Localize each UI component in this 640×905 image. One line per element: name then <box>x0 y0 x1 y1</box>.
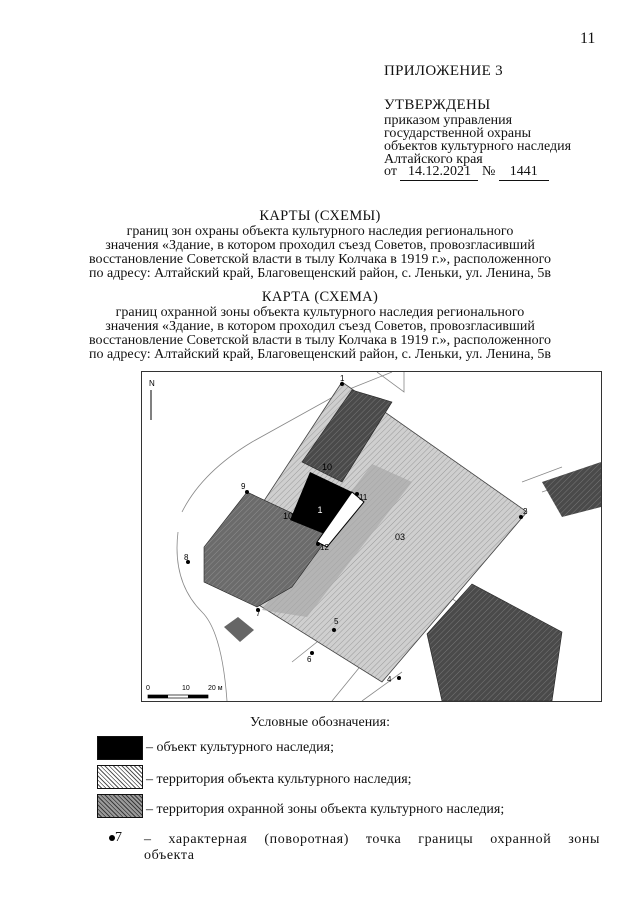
north-label: N <box>149 379 155 388</box>
map-text-line: по адресу: Алтайский край, Благовещенский район, с. Леньки, ул. Ленина, 5в <box>89 347 551 362</box>
approval-line: приказом управления <box>384 113 513 128</box>
legend-point-symbol <box>109 830 122 846</box>
north-arrow-icon <box>149 379 155 420</box>
approval-number: 1441 <box>499 164 549 181</box>
legend-title: Условные обозначения: <box>249 715 391 730</box>
point-label: 7 <box>256 609 261 618</box>
block-label: 10 <box>282 511 294 521</box>
legend-swatch-object <box>97 736 143 760</box>
block-label: 1 <box>317 505 323 515</box>
point-label: 11 <box>359 493 368 502</box>
point-label: 6 <box>307 655 312 664</box>
zone-dark-edge <box>542 462 601 517</box>
point-label: 4 <box>387 675 392 684</box>
legend-item: – территория объекта культурного наследия; <box>146 772 412 787</box>
point-label: 12 <box>320 543 329 552</box>
appendix-label: ПРИЛОЖЕНИЕ 3 <box>384 63 503 79</box>
legend-item: – объект культурного наследия; <box>146 740 334 755</box>
date-prefix: от <box>384 164 397 179</box>
map-heading: КАРТА (СХЕМА) <box>261 289 379 305</box>
legend-swatch-territory <box>97 765 143 789</box>
point-symbol-number: 7 <box>115 830 122 845</box>
cadastral-map <box>141 371 602 702</box>
map-text-line: восстановление Советской власти в тылу Колчака в 1919 г.», расположенного <box>88 333 552 348</box>
approval-line: объектов культурного наследия <box>384 139 572 154</box>
block-label: 03 <box>394 532 406 542</box>
scale-label: 0 <box>146 685 150 692</box>
maps-text-line: границ зон охраны объекта культурного наследия регионального <box>126 224 514 239</box>
approval-line: государственной охраны <box>384 126 532 141</box>
point-label: 9 <box>241 482 246 491</box>
approval-date-line <box>384 164 549 181</box>
point-label: 8 <box>184 553 189 562</box>
legend-swatch-zone <box>97 794 143 818</box>
point-label: 2 <box>523 507 528 516</box>
number-sign: № <box>481 164 496 179</box>
page-number: 11 <box>580 30 596 47</box>
approval-title: УТВЕРЖДЕНЫ <box>384 97 491 113</box>
approval-line: Алтайского края <box>384 152 483 167</box>
block-label: 10 <box>321 462 333 472</box>
small-dark-strip <box>224 617 254 642</box>
maps-heading: КАРТЫ (СХЕМЫ) <box>259 208 381 224</box>
approval-date: 14.12.2021 <box>400 164 478 181</box>
legend-point-text: – характерная (поворотная) точка границы охранной зоны объекта <box>144 832 600 863</box>
scale-bar <box>146 685 223 698</box>
point-label: 1 <box>340 374 345 383</box>
scale-label: 10 <box>182 685 190 692</box>
maps-text-line: значения «Здание, в котором проходил съезд Советов, провозгласивший <box>105 238 535 253</box>
scale-label: 20 м <box>208 685 223 692</box>
legend-item: – территория охранной зоны объекта культурного наследия; <box>146 802 505 817</box>
map-text-line: границ охранной зоны объекта культурного наследия регионального <box>115 305 525 320</box>
maps-text-line: по адресу: Алтайский край, Благовещенский район, с. Леньки, ул. Ленина, 5в <box>89 266 551 281</box>
point-label: 5 <box>334 617 339 626</box>
maps-text-line: восстановление Советской власти в тылу Колчака в 1919 г.», расположенного <box>88 252 552 267</box>
map-text-line: значения «Здание, в котором проходил съезд Советов, провозгласивший <box>105 319 535 334</box>
